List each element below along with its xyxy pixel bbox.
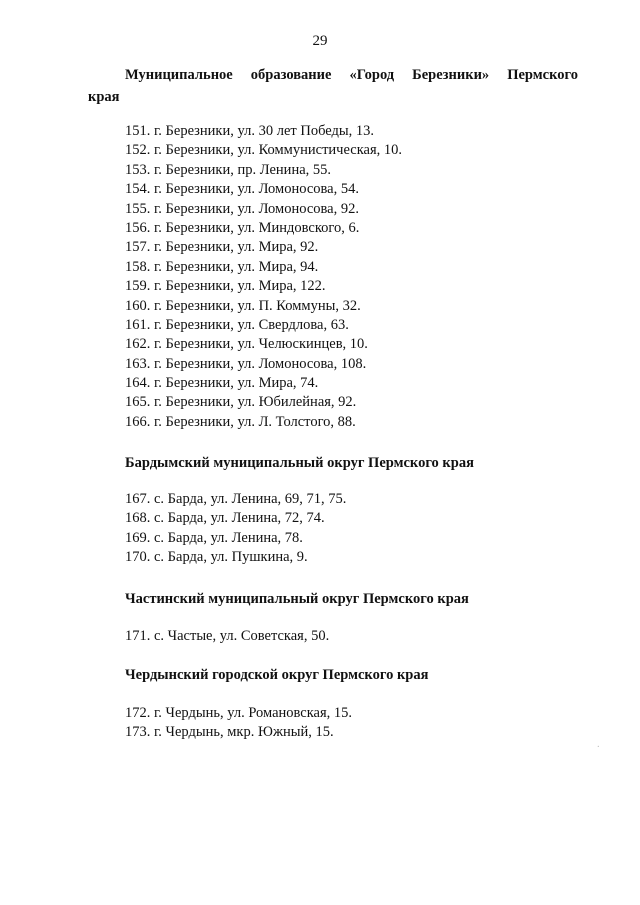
list-item: 152. г. Березники, ул. Коммунистическая, 10.	[125, 142, 402, 159]
section-heading-bardym: Бардымский муниципальный округ Пермского края	[125, 455, 474, 471]
list-item: 158. г. Березники, ул. Мира, 94.	[125, 258, 319, 275]
address-list-cherdyn	[125, 704, 352, 743]
heading-word: Пермского	[507, 67, 578, 83]
address-list-bereznik	[125, 122, 402, 432]
list-item: 169. с. Барда, ул. Ленина, 78.	[125, 529, 303, 546]
list-item: 151. г. Березники, ул. 30 лет Победы, 13.	[125, 123, 374, 139]
list-item: 167. с. Барда, ул. Ленина, 69, 71, 75.	[125, 491, 347, 507]
list-item: 157. г. Березники, ул. Мира, 92.	[125, 239, 319, 256]
list-item: 165. г. Березники, ул. Юбилейная, 92.	[125, 394, 357, 411]
list-item: 161. г. Березники, ул. Свердлова, 63.	[125, 316, 349, 333]
list-item: 155. г. Березники, ул. Ломоносова, 92.	[125, 200, 359, 217]
list-item: 166. г. Березники, ул. Л. Толстого, 88.	[125, 413, 356, 430]
list-item: 168. с. Барда, ул. Ленина, 72, 74.	[125, 510, 325, 527]
section-heading-line2: края	[88, 89, 120, 105]
list-item: 171. с. Частые, ул. Советская, 50.	[125, 628, 330, 644]
address-list-chastye	[125, 627, 329, 646]
list-item: 170. с. Барда, ул. Пушкина, 9.	[125, 549, 308, 566]
list-item: 160. г. Березники, ул. П. Коммуны, 32.	[125, 297, 361, 314]
heading-word: Муниципальное	[125, 67, 233, 83]
scan-speck-icon: ·	[596, 742, 600, 753]
list-item: 163. г. Березники, ул. Ломоносова, 108.	[125, 355, 367, 372]
list-item: 156. г. Березники, ул. Миндовского, 6.	[125, 219, 360, 236]
list-item: 154. г. Березники, ул. Ломоносова, 54.	[125, 181, 359, 198]
list-item: 162. г. Березники, ул. Челюскинцев, 10.	[125, 336, 368, 353]
section-heading-line1	[88, 64, 578, 86]
heading-word: образование	[250, 67, 332, 83]
section-heading-chastye: Частинский муниципальный округ Пермского края	[125, 591, 469, 607]
address-list-bardym	[125, 490, 346, 568]
section-heading-cherdyn: Чердынский городской округ Пермского края	[125, 667, 429, 683]
list-item: 172. г. Чердынь, ул. Романовская, 15.	[125, 705, 353, 721]
list-item: 159. г. Березники, ул. Мира, 122.	[125, 278, 326, 295]
list-item: 164. г. Березники, ул. Мира, 74.	[125, 375, 319, 392]
list-item: 173. г. Чердынь, мкр. Южный, 15.	[125, 724, 334, 741]
list-item: 153. г. Березники, пр. Ленина, 55.	[125, 161, 332, 178]
section-heading-bereznik	[88, 64, 578, 108]
heading-word: «Город	[349, 67, 395, 83]
heading-word: Березники»	[412, 67, 490, 83]
page-number: 29	[312, 33, 328, 49]
